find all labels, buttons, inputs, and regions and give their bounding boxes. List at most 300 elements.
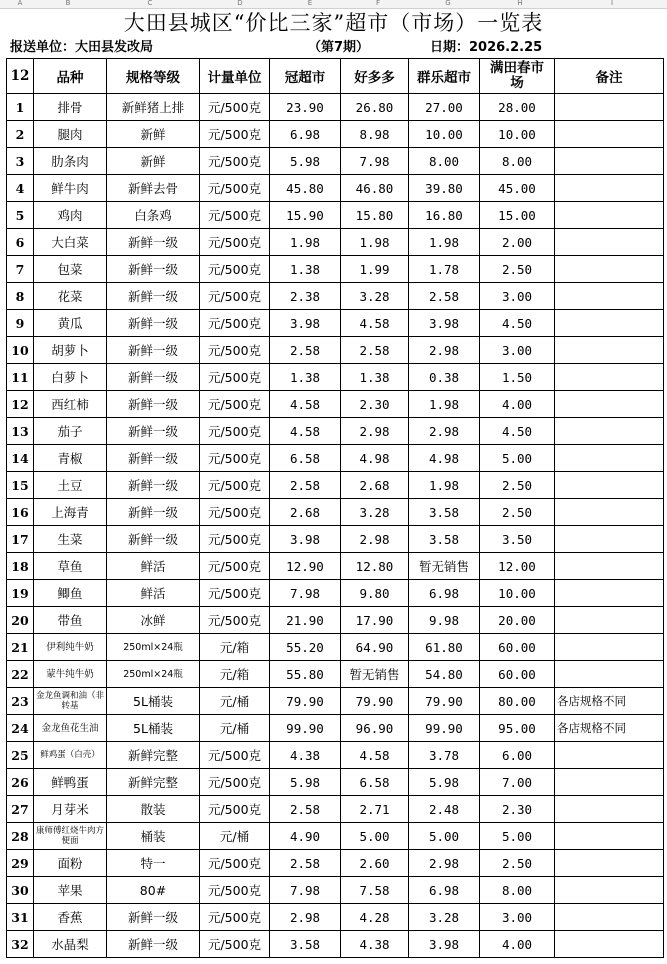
row-index-cell[interactable]: 14 <box>7 445 34 472</box>
unit-cell[interactable]: 元/500克 <box>200 904 270 931</box>
spec-grade-cell[interactable]: 新鲜去骨 <box>107 175 200 202</box>
spec-grade-cell[interactable]: 新鲜一级 <box>107 526 200 553</box>
unit-cell[interactable]: 元/500克 <box>200 202 270 229</box>
price-mantianchun-cell[interactable]: 45.00 <box>480 175 555 202</box>
price-haoduoduo-cell[interactable]: 4.58 <box>341 742 409 769</box>
item-name-cell[interactable]: 上海青 <box>34 499 107 526</box>
spec-grade-cell[interactable]: 新鲜一级 <box>107 310 200 337</box>
price-qunle-cell[interactable]: 54.80 <box>409 661 480 688</box>
note-cell[interactable] <box>555 526 664 553</box>
price-qunle-cell[interactable]: 3.98 <box>409 931 480 958</box>
price-qunle-cell[interactable]: 79.90 <box>409 688 480 715</box>
item-name-cell[interactable]: 面粉 <box>34 850 107 877</box>
unit-cell[interactable]: 元/500克 <box>200 769 270 796</box>
price-guanchao-cell[interactable]: 2.98 <box>270 904 341 931</box>
item-name-cell[interactable]: 肋条肉 <box>34 148 107 175</box>
row-index-cell[interactable]: 29 <box>7 850 34 877</box>
price-haoduoduo-cell[interactable]: 46.80 <box>341 175 409 202</box>
row-index-cell[interactable]: 3 <box>7 148 34 175</box>
unit-cell[interactable]: 元/500克 <box>200 364 270 391</box>
item-name-cell[interactable]: 金龙鱼调和油（非转基 <box>34 688 107 715</box>
price-qunle-cell[interactable]: 1.98 <box>409 391 480 418</box>
price-qunle-cell[interactable]: 1.98 <box>409 229 480 256</box>
spec-grade-cell[interactable]: 新鲜猪上排 <box>107 94 200 121</box>
price-haoduoduo-cell[interactable]: 17.90 <box>341 607 409 634</box>
unit-cell[interactable]: 元/500克 <box>200 175 270 202</box>
price-qunle-cell[interactable]: 10.00 <box>409 121 480 148</box>
price-haoduoduo-cell[interactable]: 2.30 <box>341 391 409 418</box>
row-index-cell[interactable]: 16 <box>7 499 34 526</box>
unit-cell[interactable]: 元/箱 <box>200 634 270 661</box>
row-index-cell[interactable]: 26 <box>7 769 34 796</box>
unit-cell[interactable]: 元/500克 <box>200 580 270 607</box>
spec-grade-cell[interactable]: 新鲜完整 <box>107 742 200 769</box>
price-guanchao-cell[interactable]: 6.98 <box>270 121 341 148</box>
spec-grade-cell[interactable]: 250ml×24瓶 <box>107 634 200 661</box>
note-cell[interactable] <box>555 310 664 337</box>
note-cell[interactable] <box>555 607 664 634</box>
unit-cell[interactable]: 元/500克 <box>200 607 270 634</box>
price-haoduoduo-cell[interactable]: 4.98 <box>341 445 409 472</box>
spec-grade-cell[interactable]: 5L桶装 <box>107 688 200 715</box>
row-index-cell[interactable]: 27 <box>7 796 34 823</box>
header-row-index[interactable]: 12 <box>7 59 34 94</box>
spec-grade-cell[interactable]: 新鲜一级 <box>107 229 200 256</box>
item-name-cell[interactable]: 金龙鱼花生油 <box>34 715 107 742</box>
row-index-cell[interactable]: 2 <box>7 121 34 148</box>
column-letter[interactable]: G <box>445 0 451 7</box>
price-haoduoduo-cell[interactable]: 1.99 <box>341 256 409 283</box>
note-cell[interactable] <box>555 499 664 526</box>
row-index-cell[interactable]: 18 <box>7 553 34 580</box>
price-mantianchun-cell[interactable]: 4.50 <box>480 418 555 445</box>
price-qunle-cell[interactable]: 6.98 <box>409 877 480 904</box>
note-cell[interactable] <box>555 175 664 202</box>
price-haoduoduo-cell[interactable]: 1.38 <box>341 364 409 391</box>
spec-grade-cell[interactable]: 桶装 <box>107 823 200 850</box>
note-cell[interactable] <box>555 850 664 877</box>
price-qunle-cell[interactable]: 0.38 <box>409 364 480 391</box>
item-name-cell[interactable]: 鲜牛肉 <box>34 175 107 202</box>
price-haoduoduo-cell[interactable]: 79.90 <box>341 688 409 715</box>
spec-grade-cell[interactable]: 新鲜一级 <box>107 283 200 310</box>
unit-cell[interactable]: 元/桶 <box>200 688 270 715</box>
spec-grade-cell[interactable]: 250ml×24瓶 <box>107 661 200 688</box>
price-haoduoduo-cell[interactable]: 96.90 <box>341 715 409 742</box>
item-name-cell[interactable]: 胡萝卜 <box>34 337 107 364</box>
row-index-cell[interactable]: 11 <box>7 364 34 391</box>
price-guanchao-cell[interactable]: 79.90 <box>270 688 341 715</box>
unit-cell[interactable]: 元/500克 <box>200 499 270 526</box>
price-guanchao-cell[interactable]: 45.80 <box>270 175 341 202</box>
price-mantianchun-cell[interactable]: 2.50 <box>480 850 555 877</box>
row-index-cell[interactable]: 31 <box>7 904 34 931</box>
price-guanchao-cell[interactable]: 4.58 <box>270 391 341 418</box>
price-qunle-cell[interactable]: 2.98 <box>409 337 480 364</box>
note-cell[interactable] <box>555 796 664 823</box>
unit-cell[interactable]: 元/桶 <box>200 823 270 850</box>
note-cell[interactable] <box>555 634 664 661</box>
price-mantianchun-cell[interactable]: 8.00 <box>480 148 555 175</box>
row-index-cell[interactable]: 12 <box>7 391 34 418</box>
price-qunle-cell[interactable]: 8.00 <box>409 148 480 175</box>
price-qunle-cell[interactable]: 5.98 <box>409 769 480 796</box>
price-guanchao-cell[interactable]: 99.90 <box>270 715 341 742</box>
price-qunle-cell[interactable]: 3.58 <box>409 499 480 526</box>
row-index-cell[interactable]: 6 <box>7 229 34 256</box>
price-qunle-cell[interactable]: 2.98 <box>409 418 480 445</box>
price-guanchao-cell[interactable]: 4.38 <box>270 742 341 769</box>
price-mantianchun-cell[interactable]: 4.00 <box>480 931 555 958</box>
price-guanchao-cell[interactable]: 3.98 <box>270 526 341 553</box>
price-guanchao-cell[interactable]: 3.58 <box>270 931 341 958</box>
price-guanchao-cell[interactable]: 2.58 <box>270 337 341 364</box>
row-index-cell[interactable]: 8 <box>7 283 34 310</box>
price-guanchao-cell[interactable]: 21.90 <box>270 607 341 634</box>
column-letter[interactable]: I <box>610 0 614 7</box>
price-qunle-cell[interactable]: 暂无销售 <box>409 553 480 580</box>
note-cell[interactable] <box>555 337 664 364</box>
price-guanchao-cell[interactable]: 2.38 <box>270 283 341 310</box>
note-cell[interactable]: 各店规格不同 <box>555 688 664 715</box>
row-index-cell[interactable]: 25 <box>7 742 34 769</box>
price-haoduoduo-cell[interactable]: 5.00 <box>341 823 409 850</box>
price-guanchao-cell[interactable]: 5.98 <box>270 148 341 175</box>
row-index-cell[interactable]: 4 <box>7 175 34 202</box>
item-name-cell[interactable]: 白萝卜 <box>34 364 107 391</box>
price-guanchao-cell[interactable]: 6.58 <box>270 445 341 472</box>
spec-grade-cell[interactable]: 新鲜 <box>107 121 200 148</box>
item-name-cell[interactable]: 伊利纯牛奶 <box>34 634 107 661</box>
note-cell[interactable] <box>555 229 664 256</box>
item-name-cell[interactable]: 包菜 <box>34 256 107 283</box>
price-haoduoduo-cell[interactable]: 6.58 <box>341 769 409 796</box>
header-price-qunle[interactable]: 群乐超市 <box>409 59 480 94</box>
row-index-cell[interactable]: 13 <box>7 418 34 445</box>
price-mantianchun-cell[interactable]: 2.50 <box>480 256 555 283</box>
price-haoduoduo-cell[interactable]: 4.58 <box>341 310 409 337</box>
price-qunle-cell[interactable]: 16.80 <box>409 202 480 229</box>
note-cell[interactable] <box>555 472 664 499</box>
spec-grade-cell[interactable]: 特一 <box>107 850 200 877</box>
price-guanchao-cell[interactable]: 7.98 <box>270 877 341 904</box>
price-mantianchun-cell[interactable]: 8.00 <box>480 877 555 904</box>
note-cell[interactable] <box>555 769 664 796</box>
spec-grade-cell[interactable]: 新鲜一级 <box>107 256 200 283</box>
row-index-cell[interactable]: 28 <box>7 823 34 850</box>
spec-grade-cell[interactable]: 新鲜一级 <box>107 931 200 958</box>
spec-grade-cell[interactable]: 鲜活 <box>107 553 200 580</box>
price-guanchao-cell[interactable]: 23.90 <box>270 94 341 121</box>
price-mantianchun-cell[interactable]: 2.00 <box>480 229 555 256</box>
price-haoduoduo-cell[interactable]: 2.60 <box>341 850 409 877</box>
price-guanchao-cell[interactable]: 4.90 <box>270 823 341 850</box>
item-name-cell[interactable]: 鸡肉 <box>34 202 107 229</box>
note-cell[interactable] <box>555 877 664 904</box>
price-qunle-cell[interactable]: 99.90 <box>409 715 480 742</box>
price-guanchao-cell[interactable]: 2.58 <box>270 850 341 877</box>
row-index-cell[interactable]: 10 <box>7 337 34 364</box>
note-cell[interactable] <box>555 418 664 445</box>
price-haoduoduo-cell[interactable]: 2.98 <box>341 418 409 445</box>
row-index-cell[interactable]: 9 <box>7 310 34 337</box>
unit-cell[interactable]: 元/500克 <box>200 283 270 310</box>
price-mantianchun-cell[interactable]: 12.00 <box>480 553 555 580</box>
column-letter[interactable]: F <box>375 0 381 7</box>
spec-grade-cell[interactable]: 新鲜一级 <box>107 391 200 418</box>
price-haoduoduo-cell[interactable]: 2.71 <box>341 796 409 823</box>
note-cell[interactable] <box>555 364 664 391</box>
price-haoduoduo-cell[interactable]: 2.98 <box>341 526 409 553</box>
note-cell[interactable] <box>555 202 664 229</box>
item-name-cell[interactable]: 鲫鱼 <box>34 580 107 607</box>
price-haoduoduo-cell[interactable]: 15.80 <box>341 202 409 229</box>
price-qunle-cell[interactable]: 27.00 <box>409 94 480 121</box>
spec-grade-cell[interactable]: 80# <box>107 877 200 904</box>
spec-grade-cell[interactable]: 新鲜一级 <box>107 418 200 445</box>
item-name-cell[interactable]: 大白菜 <box>34 229 107 256</box>
price-qunle-cell[interactable]: 5.00 <box>409 823 480 850</box>
row-index-cell[interactable]: 17 <box>7 526 34 553</box>
row-index-cell[interactable]: 1 <box>7 94 34 121</box>
price-mantianchun-cell[interactable]: 28.00 <box>480 94 555 121</box>
spec-grade-cell[interactable]: 冰鲜 <box>107 607 200 634</box>
header-price-haoduoduo[interactable]: 好多多 <box>341 59 409 94</box>
price-guanchao-cell[interactable]: 15.90 <box>270 202 341 229</box>
price-mantianchun-cell[interactable]: 5.00 <box>480 823 555 850</box>
price-mantianchun-cell[interactable]: 80.00 <box>480 688 555 715</box>
price-mantianchun-cell[interactable]: 2.50 <box>480 499 555 526</box>
item-name-cell[interactable]: 排骨 <box>34 94 107 121</box>
price-mantianchun-cell[interactable]: 10.00 <box>480 121 555 148</box>
price-qunle-cell[interactable]: 3.98 <box>409 310 480 337</box>
note-cell[interactable] <box>555 931 664 958</box>
note-cell[interactable] <box>555 904 664 931</box>
price-haoduoduo-cell[interactable]: 4.38 <box>341 931 409 958</box>
spec-grade-cell[interactable]: 新鲜一级 <box>107 445 200 472</box>
price-guanchao-cell[interactable]: 1.38 <box>270 256 341 283</box>
price-mantianchun-cell[interactable]: 3.00 <box>480 337 555 364</box>
price-qunle-cell[interactable]: 61.80 <box>409 634 480 661</box>
price-qunle-cell[interactable]: 6.98 <box>409 580 480 607</box>
unit-cell[interactable]: 元/500克 <box>200 877 270 904</box>
spec-grade-cell[interactable]: 新鲜完整 <box>107 769 200 796</box>
row-index-cell[interactable]: 5 <box>7 202 34 229</box>
price-mantianchun-cell[interactable]: 5.00 <box>480 445 555 472</box>
row-index-cell[interactable]: 32 <box>7 931 34 958</box>
item-name-cell[interactable]: 鲜鸭蛋 <box>34 769 107 796</box>
price-haoduoduo-cell[interactable]: 1.98 <box>341 229 409 256</box>
price-mantianchun-cell[interactable]: 10.00 <box>480 580 555 607</box>
price-mantianchun-cell[interactable]: 60.00 <box>480 634 555 661</box>
price-mantianchun-cell[interactable]: 60.00 <box>480 661 555 688</box>
column-letter[interactable]: D <box>237 0 243 7</box>
row-index-cell[interactable]: 30 <box>7 877 34 904</box>
note-cell[interactable] <box>555 283 664 310</box>
price-qunle-cell[interactable]: 1.98 <box>409 472 480 499</box>
spec-grade-cell[interactable]: 5L桶装 <box>107 715 200 742</box>
item-name-cell[interactable]: 花菜 <box>34 283 107 310</box>
spec-grade-cell[interactable]: 鲜活 <box>107 580 200 607</box>
spec-grade-cell[interactable]: 新鲜一级 <box>107 904 200 931</box>
unit-cell[interactable]: 元/500克 <box>200 796 270 823</box>
note-cell[interactable] <box>555 823 664 850</box>
item-name-cell[interactable]: 土豆 <box>34 472 107 499</box>
unit-cell[interactable]: 元/500克 <box>200 472 270 499</box>
item-name-cell[interactable]: 腿肉 <box>34 121 107 148</box>
note-cell[interactable] <box>555 256 664 283</box>
price-mantianchun-cell[interactable]: 15.00 <box>480 202 555 229</box>
item-name-cell[interactable]: 草鱼 <box>34 553 107 580</box>
item-name-cell[interactable]: 带鱼 <box>34 607 107 634</box>
price-qunle-cell[interactable]: 2.98 <box>409 850 480 877</box>
price-haoduoduo-cell[interactable]: 3.28 <box>341 283 409 310</box>
note-cell[interactable] <box>555 580 664 607</box>
note-cell[interactable] <box>555 121 664 148</box>
price-haoduoduo-cell[interactable]: 26.80 <box>341 94 409 121</box>
spec-grade-cell[interactable]: 新鲜 <box>107 148 200 175</box>
header-price-mantianchun[interactable]: 满田春市场 <box>480 59 555 94</box>
row-index-cell[interactable]: 20 <box>7 607 34 634</box>
price-mantianchun-cell[interactable]: 3.00 <box>480 904 555 931</box>
header-price-guanchao[interactable]: 冠超市 <box>270 59 341 94</box>
price-mantianchun-cell[interactable]: 4.50 <box>480 310 555 337</box>
price-guanchao-cell[interactable]: 5.98 <box>270 769 341 796</box>
item-name-cell[interactable]: 水晶梨 <box>34 931 107 958</box>
price-mantianchun-cell[interactable]: 3.00 <box>480 283 555 310</box>
price-qunle-cell[interactable]: 4.98 <box>409 445 480 472</box>
price-mantianchun-cell[interactable]: 95.00 <box>480 715 555 742</box>
price-mantianchun-cell[interactable]: 20.00 <box>480 607 555 634</box>
spec-grade-cell[interactable]: 新鲜一级 <box>107 499 200 526</box>
header-note[interactable]: 备注 <box>555 59 664 94</box>
item-name-cell[interactable]: 香蕉 <box>34 904 107 931</box>
column-letter[interactable]: B <box>65 0 71 7</box>
unit-cell[interactable]: 元/箱 <box>200 661 270 688</box>
column-letter[interactable]: A <box>17 0 23 7</box>
header-item-name[interactable]: 品种 <box>34 59 107 94</box>
price-guanchao-cell[interactable]: 12.90 <box>270 553 341 580</box>
unit-cell[interactable]: 元/500克 <box>200 148 270 175</box>
price-qunle-cell[interactable]: 39.80 <box>409 175 480 202</box>
unit-cell[interactable]: 元/500克 <box>200 742 270 769</box>
price-mantianchun-cell[interactable]: 2.30 <box>480 796 555 823</box>
price-qunle-cell[interactable]: 2.48 <box>409 796 480 823</box>
item-name-cell[interactable]: 黄瓜 <box>34 310 107 337</box>
unit-cell[interactable]: 元/500克 <box>200 310 270 337</box>
unit-cell[interactable]: 元/500克 <box>200 337 270 364</box>
price-guanchao-cell[interactable]: 2.58 <box>270 796 341 823</box>
price-haoduoduo-cell[interactable]: 4.28 <box>341 904 409 931</box>
price-haoduoduo-cell[interactable]: 3.28 <box>341 499 409 526</box>
unit-cell[interactable]: 元/500克 <box>200 553 270 580</box>
unit-cell[interactable]: 元/500克 <box>200 526 270 553</box>
row-index-cell[interactable]: 7 <box>7 256 34 283</box>
price-haoduoduo-cell[interactable]: 8.98 <box>341 121 409 148</box>
price-haoduoduo-cell[interactable]: 2.68 <box>341 472 409 499</box>
unit-cell[interactable]: 元/500克 <box>200 121 270 148</box>
unit-cell[interactable]: 元/500克 <box>200 94 270 121</box>
price-guanchao-cell[interactable]: 2.58 <box>270 472 341 499</box>
item-name-cell[interactable]: 康师傅红烧牛肉方便面 <box>34 823 107 850</box>
price-qunle-cell[interactable]: 1.78 <box>409 256 480 283</box>
spec-grade-cell[interactable]: 散装 <box>107 796 200 823</box>
price-qunle-cell[interactable]: 3.78 <box>409 742 480 769</box>
price-guanchao-cell[interactable]: 3.98 <box>270 310 341 337</box>
price-mantianchun-cell[interactable]: 7.00 <box>480 769 555 796</box>
note-cell[interactable] <box>555 553 664 580</box>
row-index-cell[interactable]: 15 <box>7 472 34 499</box>
unit-cell[interactable]: 元/500克 <box>200 931 270 958</box>
unit-cell[interactable]: 元/桶 <box>200 715 270 742</box>
price-guanchao-cell[interactable]: 1.38 <box>270 364 341 391</box>
price-mantianchun-cell[interactable]: 6.00 <box>480 742 555 769</box>
note-cell[interactable] <box>555 391 664 418</box>
item-name-cell[interactable]: 苹果 <box>34 877 107 904</box>
unit-cell[interactable]: 元/500克 <box>200 445 270 472</box>
unit-cell[interactable]: 元/500克 <box>200 391 270 418</box>
price-guanchao-cell[interactable]: 1.98 <box>270 229 341 256</box>
header-unit[interactable]: 计量单位 <box>200 59 270 94</box>
spec-grade-cell[interactable]: 白条鸡 <box>107 202 200 229</box>
item-name-cell[interactable]: 蒙牛纯牛奶 <box>34 661 107 688</box>
price-haoduoduo-cell[interactable]: 暂无销售 <box>341 661 409 688</box>
item-name-cell[interactable]: 月芽米 <box>34 796 107 823</box>
column-letter[interactable]: H <box>517 0 523 7</box>
note-cell[interactable]: 各店规格不同 <box>555 715 664 742</box>
unit-cell[interactable]: 元/500克 <box>200 229 270 256</box>
column-letter[interactable]: C <box>147 0 153 7</box>
price-mantianchun-cell[interactable]: 3.50 <box>480 526 555 553</box>
row-index-cell[interactable]: 22 <box>7 661 34 688</box>
price-haoduoduo-cell[interactable]: 7.58 <box>341 877 409 904</box>
unit-cell[interactable]: 元/500克 <box>200 850 270 877</box>
price-guanchao-cell[interactable]: 55.20 <box>270 634 341 661</box>
price-haoduoduo-cell[interactable]: 7.98 <box>341 148 409 175</box>
price-qunle-cell[interactable]: 3.58 <box>409 526 480 553</box>
item-name-cell[interactable]: 西红柿 <box>34 391 107 418</box>
price-haoduoduo-cell[interactable]: 2.58 <box>341 337 409 364</box>
price-haoduoduo-cell[interactable]: 64.90 <box>341 634 409 661</box>
row-index-cell[interactable]: 23 <box>7 688 34 715</box>
price-guanchao-cell[interactable]: 7.98 <box>270 580 341 607</box>
unit-cell[interactable]: 元/500克 <box>200 256 270 283</box>
item-name-cell[interactable]: 生菜 <box>34 526 107 553</box>
note-cell[interactable] <box>555 742 664 769</box>
note-cell[interactable] <box>555 94 664 121</box>
spec-grade-cell[interactable]: 新鲜一级 <box>107 364 200 391</box>
price-mantianchun-cell[interactable]: 1.50 <box>480 364 555 391</box>
note-cell[interactable] <box>555 148 664 175</box>
note-cell[interactable] <box>555 445 664 472</box>
item-name-cell[interactable]: 青椒 <box>34 445 107 472</box>
price-qunle-cell[interactable]: 3.28 <box>409 904 480 931</box>
note-cell[interactable] <box>555 661 664 688</box>
item-name-cell[interactable]: 鲜鸡蛋（白壳） <box>34 742 107 769</box>
price-mantianchun-cell[interactable]: 4.00 <box>480 391 555 418</box>
row-index-cell[interactable]: 24 <box>7 715 34 742</box>
price-guanchao-cell[interactable]: 2.68 <box>270 499 341 526</box>
spec-grade-cell[interactable]: 新鲜一级 <box>107 337 200 364</box>
price-guanchao-cell[interactable]: 4.58 <box>270 418 341 445</box>
price-haoduoduo-cell[interactable]: 12.80 <box>341 553 409 580</box>
row-index-cell[interactable]: 21 <box>7 634 34 661</box>
price-mantianchun-cell[interactable]: 2.50 <box>480 472 555 499</box>
price-qunle-cell[interactable]: 2.58 <box>409 283 480 310</box>
unit-cell[interactable]: 元/500克 <box>200 418 270 445</box>
price-guanchao-cell[interactable]: 55.80 <box>270 661 341 688</box>
column-letter[interactable]: E <box>307 0 313 7</box>
